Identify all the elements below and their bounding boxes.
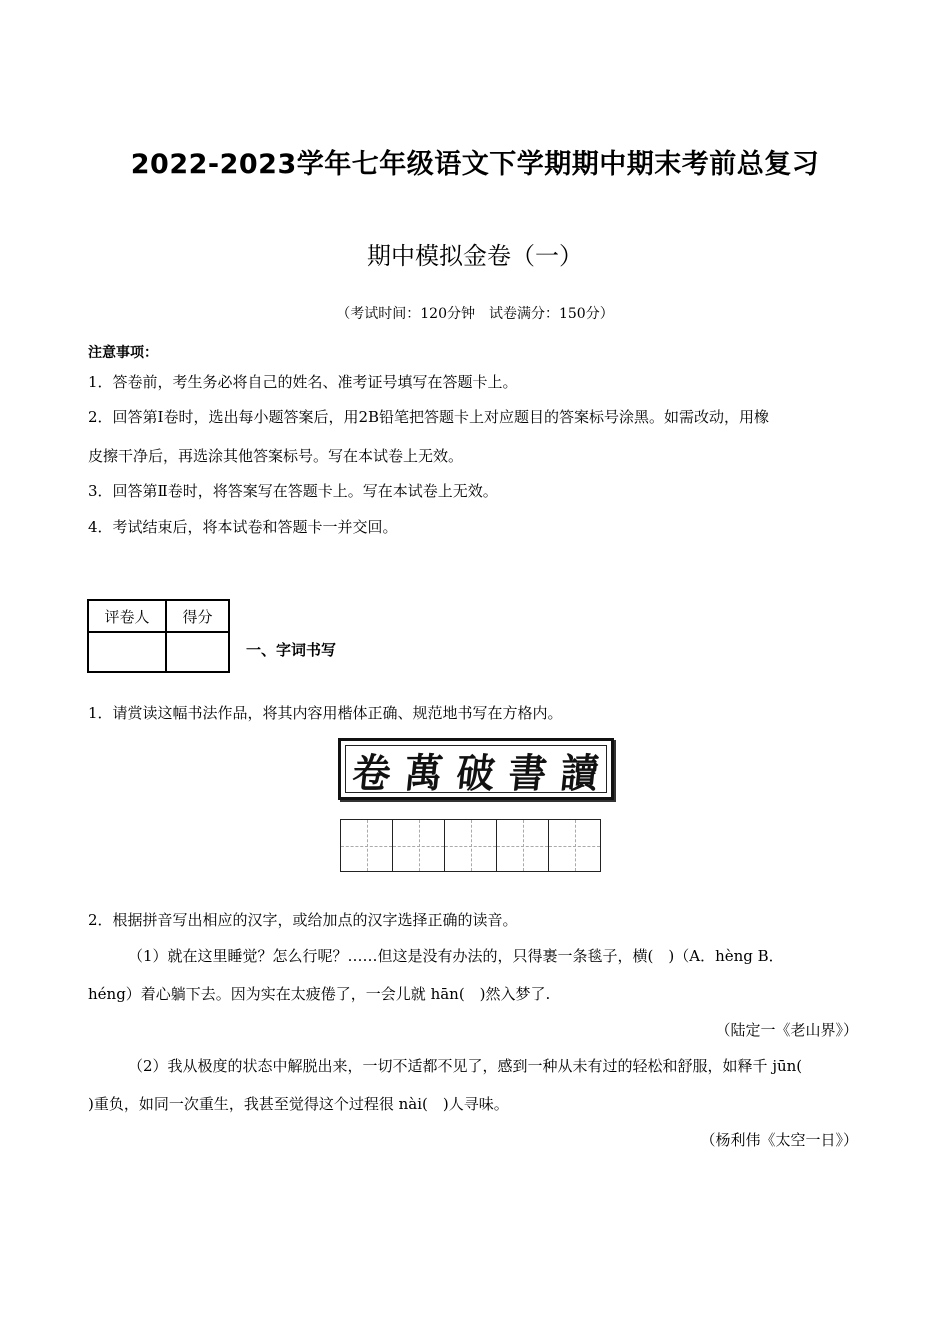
exam-info: （考试时间：120分钟 试卷满分：150分） [336,306,614,322]
calligraphy-char: 書 [506,748,550,796]
page-subtitle: 期中模拟金卷（一） [367,242,583,270]
grader-cell[interactable] [88,632,166,672]
calligraphy-frame [345,745,607,796]
note-item: 1．答卷前，考生务必将自己的姓名、准考证号填写在答题卡上。 [88,373,518,391]
q2-part2-source: （杨利伟《太空一日》） [700,1131,858,1149]
note-item: 2．回答第Ⅰ卷时，选出每小题答案后，用2B铅笔把答题卡上对应题目的答案标号涂黑。如需改动，用橡 [88,408,770,426]
writing-cell[interactable] [392,819,445,872]
writing-grid [340,819,601,872]
question-2: 2．根据拼音写出相应的汉字，或给加点的汉字选择正确的读音。 [88,911,518,929]
notes-heading: 注意事项： [88,345,158,361]
writing-cell[interactable] [444,819,497,872]
note-item: 4．考试结束后，将本试卷和答题卡一并交回。 [88,518,398,536]
q2-part2-line2: )重负，如同一次重生，我甚至觉得这个过程很 nài( )人寻味。 [88,1095,509,1113]
calligraphy-char: 讀 [558,748,602,796]
question-1: 1．请赏读这幅书法作品，将其内容用楷体正确、规范地书写在方格内。 [88,704,563,722]
score-cell[interactable] [166,632,229,672]
writing-cell[interactable] [548,819,601,872]
calligraphy-image [338,738,614,800]
note-item: 皮擦干净后，再选涂其他答案标号。写在本试卷上无效。 [88,447,464,465]
calligraphy-char: 萬 [402,748,446,796]
q2-part2-line1: （2）我从极度的状态中解脱出来，一切不适都不见了，感到一种从未有过的轻松和舒服，如释千 jūn( [128,1057,803,1075]
q2-part1-line1: （1）就在这里睡觉？怎么行呢？……但这是没有办法的，只得裹一条毯子，横( )（A．hèng B． [128,947,784,965]
section-heading: 一、字词书写 [246,641,337,659]
page-title: 2022-2023学年七年级语文下学期期中期末考前总复习 [130,149,820,180]
score-header: 得分 [166,600,229,632]
q2-part1-source: （陆定一《老山界》） [715,1021,858,1039]
note-item: 3．回答第Ⅱ卷时，将答案写在答题卡上。写在本试卷上无效。 [88,482,498,500]
q2-part1-line2: héng）着心躺下去。因为实在太疲倦了，一会儿就 hān( )然入梦了. [88,985,551,1003]
calligraphy-char: 破 [454,748,498,796]
writing-cell[interactable] [340,819,393,872]
grader-header: 评卷人 [88,600,166,632]
calligraphy-char: 卷 [350,748,394,796]
writing-cell[interactable] [496,819,549,872]
score-table [87,599,230,673]
